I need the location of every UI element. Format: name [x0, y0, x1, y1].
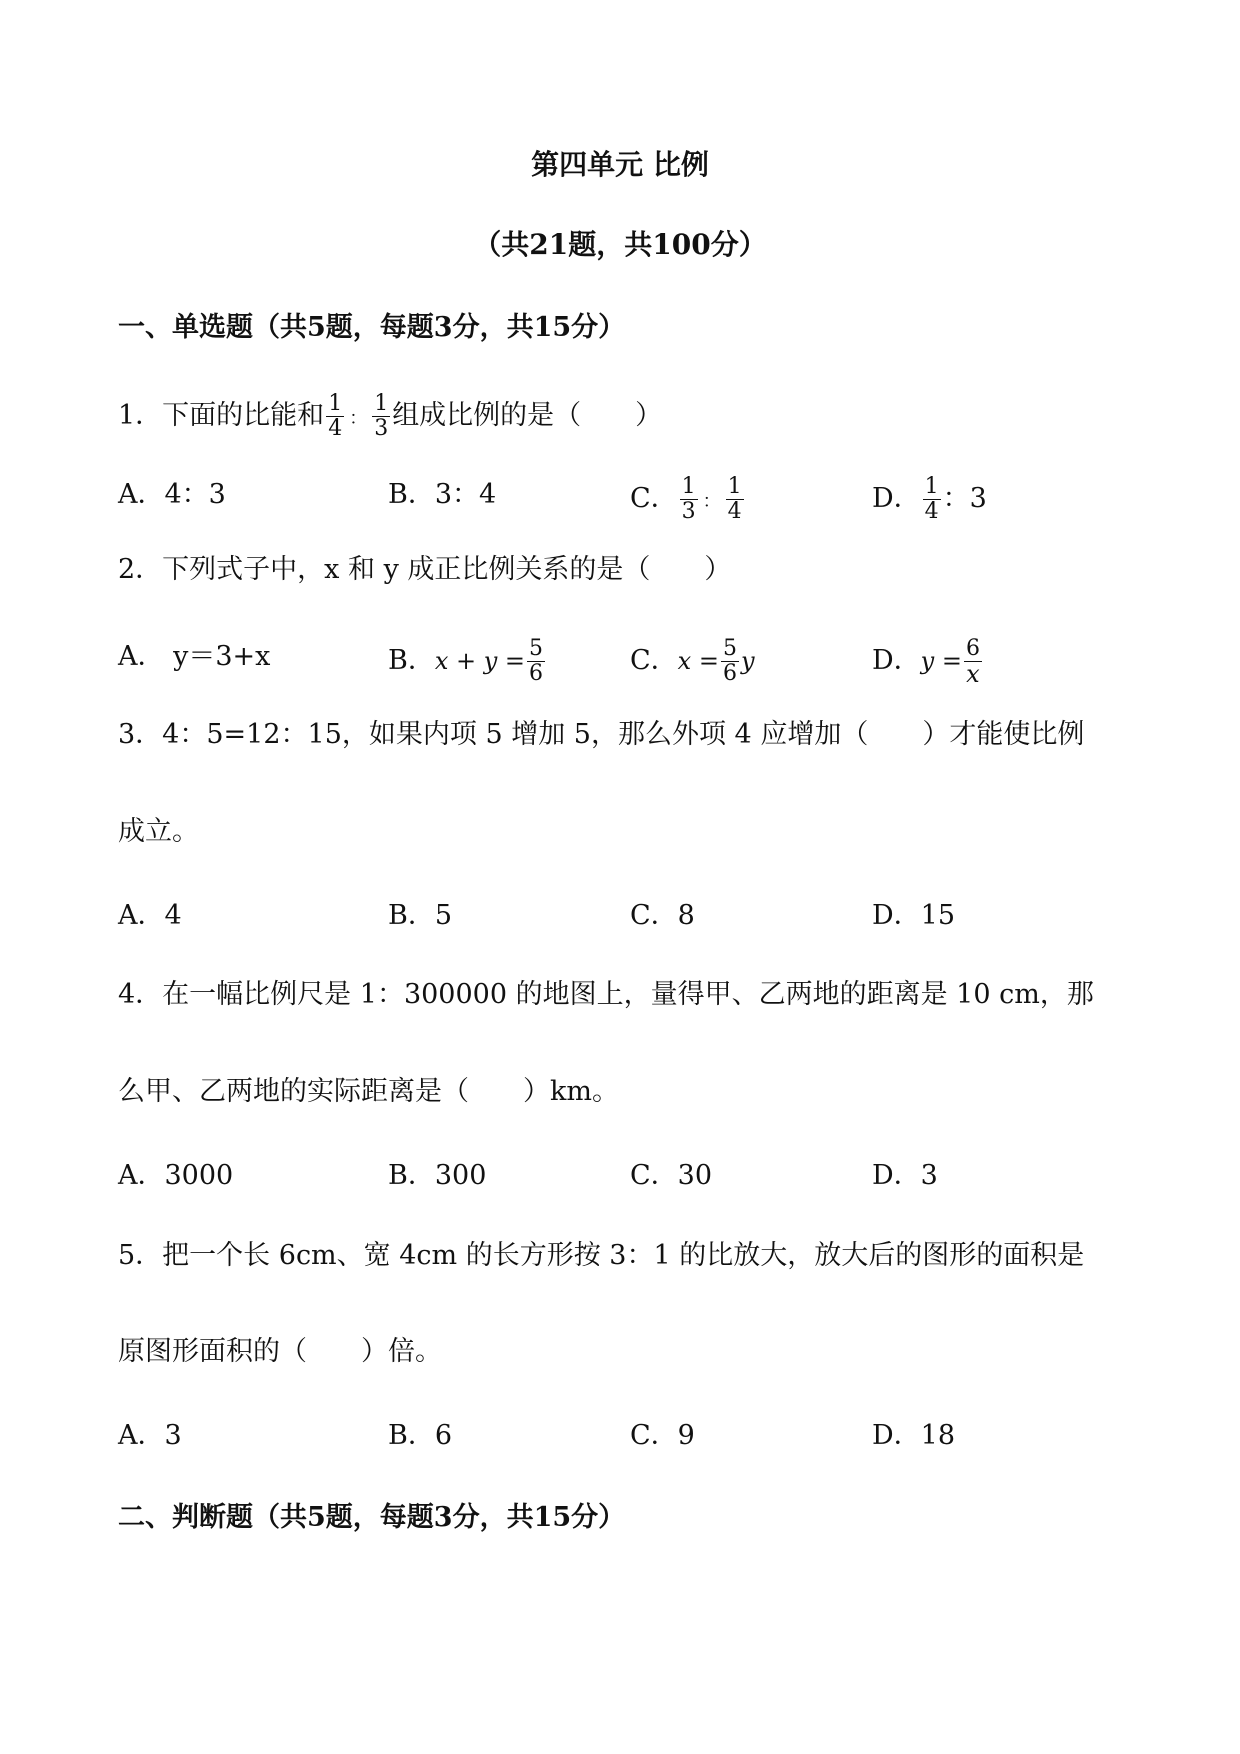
q5-option-c[interactable]: C．9: [630, 1420, 695, 1451]
question-1-suffix: 组成比例的是（ ）: [392, 400, 663, 431]
q3-option-c[interactable]: C．8: [630, 900, 695, 931]
q5-option-b[interactable]: B．6: [388, 1420, 453, 1451]
q4-option-c[interactable]: C．30: [630, 1160, 713, 1191]
question-4-line-2: 么甲、乙两地的实际距离是（ ）km。: [118, 1076, 619, 1107]
question-3-line-2: 成立。: [118, 816, 199, 847]
q1-option-c[interactable]: C． $\frac{1}{3}$ ： $\frac{1}{4}$: [630, 474, 742, 524]
q2-option-a[interactable]: A． y＝3+x: [118, 641, 271, 672]
question-1: [118, 392, 1128, 441]
q2-option-d[interactable]: D．y = $\frac{6}{x}$: [872, 636, 980, 688]
q4-option-d[interactable]: D．3: [872, 1160, 938, 1191]
q3-option-a[interactable]: A．4: [118, 900, 182, 931]
q2-option-b[interactable]: B．x + y = $\frac{5}{6}$: [388, 636, 544, 686]
q5-option-d[interactable]: D．18: [872, 1420, 956, 1451]
page-subtitle: （共21题，共100分）: [473, 228, 767, 261]
section-heading-single-choice: 一、单选题（共5题，每题3分，共15分）: [118, 312, 626, 343]
question-3-line-1: 3．4：5=12：15，如果内项 5 增加 5，那么外项 4 应增加（ ）才能使比例: [118, 719, 1085, 750]
q5-option-a[interactable]: A．3: [118, 1420, 182, 1451]
q2-option-c[interactable]: C．x = $\frac{5}{6}$ y: [630, 636, 755, 686]
q3-option-d[interactable]: D．15: [872, 900, 956, 931]
question-5-line-1: 5．把一个长 6cm、宽 4cm 的长方形按 3：1 的比放大，放大后的图形的面积是: [118, 1240, 1085, 1271]
question-1-prefix: 1．下面的比能和: [118, 400, 325, 431]
fraction: $\frac{1}{4}$: [328, 391, 343, 441]
ratio-colon: ：: [349, 408, 368, 429]
question-2: 2．下列式子中，x 和 y 成正比例关系的是（ ）: [118, 554, 732, 585]
q3-option-b[interactable]: B．5: [388, 900, 453, 931]
page-title: 第四单元 比例: [531, 148, 709, 181]
question-5-line-2: 原图形面积的（ ）倍。: [118, 1336, 442, 1367]
q4-option-b[interactable]: B．300: [388, 1160, 487, 1191]
question-4-line-1: 4．在一幅比例尺是 1：300000 的地图上，量得甲、乙两地的距离是 10 cm，那: [118, 979, 1094, 1010]
fraction: $\frac{1}{3}$: [374, 391, 389, 441]
q4-option-a[interactable]: A．3000: [118, 1160, 234, 1191]
section-heading-true-false: 二、判断题（共5题，每题3分，共15分）: [118, 1502, 626, 1533]
q1-option-b[interactable]: B．3：4: [388, 479, 497, 510]
q1-option-d[interactable]: D． $\frac{1}{4}$ ：3: [872, 474, 987, 524]
q1-option-a[interactable]: A．4：3: [118, 479, 226, 510]
